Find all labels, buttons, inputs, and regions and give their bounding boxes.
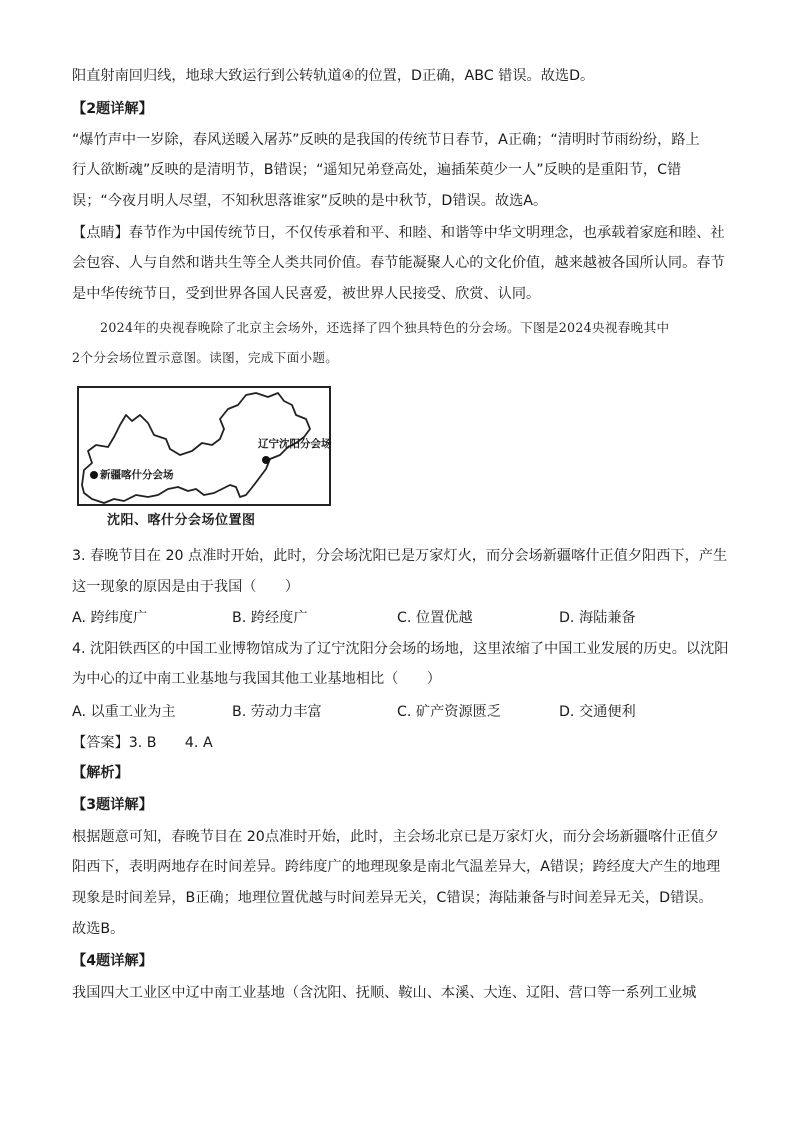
text-line: 故选B。 [72,921,125,937]
text-line: 是中华传统节日，受到世界各国人民喜爱，被世界人民接受、欣赏、认同。 [72,286,541,302]
text-line: “爆竹声中一岁除，春风送暖入屠苏”反映的是我国的传统节日春节，A正确；“清明时节雨纷纷，路上 [72,132,700,148]
option-d: D. 海陆兼备 [559,610,636,626]
question-3-stem: 3. 春晚节目在 20 点准时开始，此时，分会场沈阳已是万家灯火，而分会场新疆喀什正值夕阳西下，产生 [72,548,728,564]
text-line: 会包容、人与自然和谐共生等全人类共同价值。春节能凝聚人心的文化价值，越来越被各国所认同。春节 [72,255,725,271]
text-line: 我国四大工业区中辽中南工业基地（含沈阳、抚顺、鞍山、本溪、大连、辽阳、营口等一系列工业城 [72,985,697,1001]
kashgar-point [90,471,98,479]
text-line: 阳直射南回归线，地球大致运行到公转轨道④的位置，D正确，ABC 错误。故选D。 [72,68,595,84]
section-heading-q3: 【3题详解】 [72,797,153,813]
intro-line: 2024年的央视春晚除了北京主会场外，还选择了四个独具特色的分会场。下图是2024央视春晚其中 [100,320,670,335]
shenyang-point [262,456,270,464]
option-c: C. 位置优越 [397,610,473,626]
text-line: 误；“今夜月明人尽望，不知秋思落谁家”反映的是中秋节，D错误。故选A。 [72,193,548,209]
map-caption: 沈阳、喀什分会场位置图 [107,513,256,528]
option-b: B. 跨经度广 [232,610,308,626]
location-map-figure [70,385,332,531]
text-line: 现象是时间差异，B正确；地理位置优越与时间差异无关，C错误；海陆兼备与时间差异无关，D错误。 [72,890,713,906]
option-d: D. 交通便利 [559,704,636,720]
question-4-stem: 4. 沈阳铁西区的中国工业博物馆成为了辽宁沈阳分会场的场地，这里浓缩了中国工业发展的历史。以沈阳 [72,641,729,657]
question-4-stem: 为中心的辽中南工业基地与我国其他工业基地相比（ ） [72,671,441,687]
text-line: 根据题意可知，春晚节目在 20点准时开始，此时，主会场北京已是万家灯火，而分会场新疆喀什正值夕 [72,829,719,845]
analysis-heading: 【解析】 [72,765,129,781]
text-line: 行人欲断魂”反映的是清明节，B错误；“遥知兄弟登高处，遍插茱萸少一人”反映的是重阳节，C错 [72,162,682,178]
option-b: B. 劳动力丰富 [232,704,322,720]
option-a: A. 以重工业为主 [72,704,176,720]
section-heading-q4: 【4题详解】 [72,953,153,969]
answer-line: 【答案】3. B 4. A [72,735,213,751]
map-label-shenyang: 辽宁沈阳分会场 [258,438,332,450]
intro-line: 2个分会场位置示意图。读图，完成下面小题。 [72,350,339,365]
text-line: 阳西下，表明两地存在时间差异。跨纬度广的地理现象是南北气温差异大，A错误；跨经度大产生的地理 [72,859,721,875]
question-3-stem: 这一现象的原因是由于我国（ ） [72,579,300,595]
option-a: A. 跨纬度广 [72,610,148,626]
map-label-kashgar: 新疆喀什分会场 [100,469,174,481]
option-c: C. 矿产资源匮乏 [397,704,502,720]
tip-paragraph-start: 【点睛】春节作为中国传统节日，不仅传承着和平、和睦、和谐等中华文明理念，也承载着家庭和睦、社 [72,225,725,241]
section-heading-q2: 【2题详解】 [72,101,153,117]
